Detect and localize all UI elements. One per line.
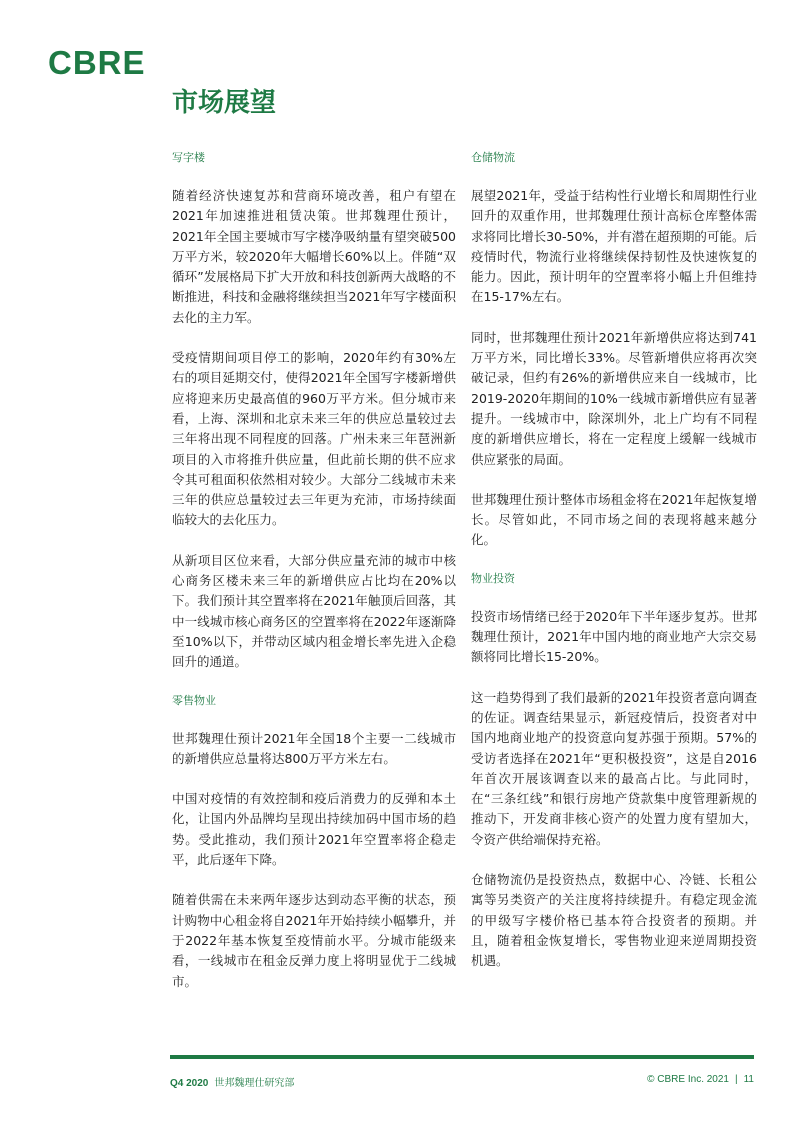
footer-copyright: © CBRE Inc. 2021 bbox=[647, 1074, 729, 1085]
logistics-paragraph-3: 世邦魏理仕预计整体市场租金将在2021年起恢复增长。尽管如此，不同市场之间的表现将越来越分化。 bbox=[471, 491, 757, 548]
footer-quarter: Q4 2020 bbox=[170, 1078, 209, 1089]
section-heading-office: 写字楼 bbox=[172, 151, 205, 164]
retail-paragraph-3: 随着供需在未来两年逐步达到动态平衡的状态，预计购物中心租金将自2021年开始持续小幅攀升，并于2022年基本恢复至疫情前水平。分城市能级来看，一线城市在租金反弹力度上将明显优于二线城市。 bbox=[172, 892, 456, 989]
footer-divider bbox=[170, 1055, 754, 1059]
logistics-paragraph-1: 展望2021年，受益于结构性行业增长和周期性行业回升的双重作用，世邦魏理仕预计高标仓库整体需求将同比增长30-50%，并有潜在超预期的可能。后疫情时代，物流行业将继续保持韧性及快速恢复的能力。因此，预计明年的空置率将小幅上升但维持在15-17%左右。 bbox=[471, 188, 757, 305]
logistics-paragraph-2: 同时，世邦魏理仕预计2021年新增供应将达到741万平方米，同比增长33%。尽管新增供应将再次突破记录，但约有26%的新增供应来自一线城市，比2019-2020年期间的10%一线城市新增供应有显著提升。一线城市中，除深圳外，北上广均有不同程度的新增供应增长，将在一定程度上缓解一线城市供应紧张的局面。 bbox=[471, 329, 757, 467]
investment-paragraph-3: 仓储物流仍是投资热点，数据中心、冷链、长租公寓等另类资产的关注度将持续提升。有稳定现金流的甲级写字楼价格已基本符合投资者的预期。并且，随着租金恢复增长，零售物业迎来逆周期投资机遇。 bbox=[471, 872, 757, 969]
retail-paragraph-1: 世邦魏理仕预计2021年全国18个主要一二线城市的新增供应总量将达800万平方米左右。 bbox=[172, 730, 456, 766]
office-paragraph-1: 随着经济快速复苏和营商环境改善，租户有望在2021年加速推进租赁决策。世邦魏理仕预计，2021年全国主要城市写字楼净吸纳量有望突破500万平方米，较2020年大幅增长60%以上。伴随“双循环”发展格局下扩大开放和科技创新两大战略的不断推进，科技和金融将继续担当2021年写字楼面积去化的主力军。 bbox=[172, 188, 456, 325]
footer-right bbox=[647, 1074, 754, 1085]
investment-paragraph-2: 这一趋势得到了我们最新的2021年投资者意向调查的佐证。调查结果显示，新冠疫情后，投资者对中国内地商业地产的投资意向复苏强于预期。57%的受访者选择在2021年“更积极投资”，这是自2016年首次开展该调查以来的最高占比。与此同时，在“三条红线”和银行房地产贷款集中度管理新规的推动下，开发商非核心资产的处置力度有望加大，令资产供给端保持充裕。 bbox=[471, 689, 757, 847]
page-title: 市场展望 bbox=[172, 88, 277, 118]
left-column bbox=[172, 150, 456, 1012]
section-heading-investment: 物业投资 bbox=[471, 571, 515, 585]
office-paragraph-2: 受疫情期间项目停工的影响，2020年约有30%左右的项目延期交付，使得2021年全国写字楼新增供应将迎来历史最高值的960万平方米。但分城市来看，上海、深圳和北京未来三年的供应总量较过去三年将出现不同程度的回落。广州未来三年琶洲新项目的入市将推升供应量，但此前长期的供不应求令其可租面积依然相对较少。大部分二线城市未来三年的供应总量较过去三年更为充沛，市场持续面临较大的去化压力。 bbox=[172, 350, 456, 528]
footer-left bbox=[170, 1074, 294, 1089]
right-column bbox=[471, 150, 757, 992]
section-heading-retail: 零售物业 bbox=[172, 693, 216, 707]
retail-paragraph-2: 中国对疫情的有效控制和疫后消费力的反弹和本土化，让国内外品牌均呈现出持续加码中国市场的趋势。受此推动，我们预计2021年空置率将企稳走平，此后逐年下降。 bbox=[172, 791, 456, 868]
office-paragraph-3: 从新项目区位来看，大部分供应量充沛的城市中核心商务区楼未来三年的新增供应占比均在20%以下。我们预计其空置率将在2021年触顶后回落，其中一线城市核心商务区的空置率将在2022年逐渐降至10%以下，并带动区域内租金增长率先进入企稳回升的通道。 bbox=[172, 552, 456, 670]
footer-separator: | bbox=[735, 1074, 738, 1085]
footer-department: 世邦魏理仕研究部 bbox=[214, 1078, 295, 1089]
investment-paragraph-1: 投资市场情绪已经于2020年下半年逐步复苏。世邦魏理仕预计，2021年中国内地的商业地产大宗交易额将同比增长15-20%。 bbox=[471, 608, 757, 665]
page-number: 11 bbox=[743, 1074, 754, 1085]
section-heading-logistics: 仓储物流 bbox=[471, 151, 515, 164]
cbre-logo: CBRE bbox=[48, 44, 146, 81]
